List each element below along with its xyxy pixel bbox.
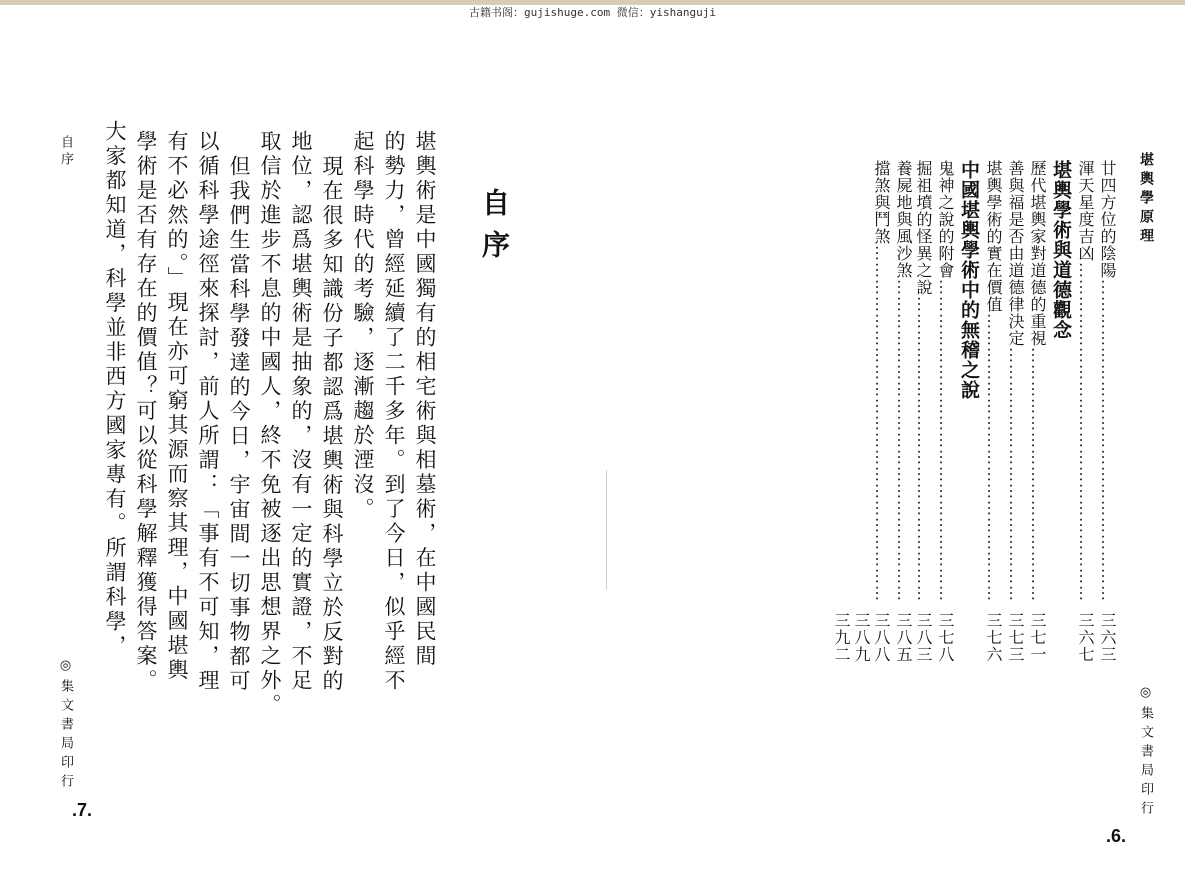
toc-entry-page: 三七一 [1028,612,1047,663]
toc-heading-title: 堪輿學術與道德觀念 [1050,160,1072,340]
body-line: 的勢力，曾經延續了二千多年。到了今日，似乎經不 [382,130,406,694]
toc-entry-title: 養屍地與風沙煞 ………………………………………………………………………… [892,160,915,600]
toc-entry [892,160,914,680]
table-of-contents [832,160,1120,680]
preface-body [103,120,440,790]
toc-entry-title: 鬼神之說的附會 ………………………………………………………………………… [934,160,957,600]
toc-entry [870,160,892,680]
toc-entry-title: 擋煞與鬥煞 ………………………………………………………………………… [870,160,893,600]
left-publisher-mark: ◎集文書局印行 [58,658,73,793]
toc-entry-page: 三八八 [872,612,891,663]
body-line: 現在很多知識份子都認爲堪輿術與科學立於反對的 [320,155,344,694]
body-line: 大家都知道，科學並非西方國家專有。所謂科學， [103,120,127,659]
toc-section-heading [1048,160,1076,680]
toc-entry-title: 歷代堪輿家對道德的重視 ………………………………………………………………………… [1026,160,1049,600]
right-page-number: .6. [1106,826,1127,846]
toc-entry [912,160,934,680]
toc-entry-page: 三八三 [914,612,933,663]
toc-entry [1026,160,1048,680]
right-publisher-mark: ◎集文書局印行 [1138,685,1153,820]
body-line: 學術是否有存在的價值？可以從科學解釋獲得答案。 [134,130,158,694]
body-line: 以循科學途徑來探討，前人所謂：「事有不可知，理 [196,130,220,694]
toc-entry [830,160,852,680]
gutter-line [606,470,607,590]
body-line: 堪輿術是中國獨有的相宅術與相墓術，在中國民間 [413,130,437,669]
toc-entry-title: 廿四方位的陰陽 ………………………………………………………………………… [1096,160,1119,600]
body-line: 取信於進步不息的中國人，終不免被逐出思想界之外。 [258,130,282,718]
toc-entry-page: 三八九 [852,612,871,663]
toc-entry [934,160,956,680]
toc-entry-page: 三九二 [832,612,851,663]
body-line: 有不必然的。」現在亦可窮其源而察其理，中國堪輿 [165,130,189,683]
body-line: 起科學時代的考驗，逐漸趨於湮沒。 [351,130,375,522]
toc-entry-page: 三六七 [1076,612,1095,663]
toc-entry-title: 善與福是否由道德律決定 ………………………………………………………………………… [1004,160,1027,600]
toc-entry-page: 三七六 [984,612,1003,663]
toc-entry [1096,160,1118,680]
right-running-head: 堪輿學原理 [1138,152,1154,247]
preface-title: 自序 [478,188,511,272]
toc-heading-title: 中國堪輿學術中的無稽之說 [958,160,980,400]
toc-entry [1004,160,1026,680]
toc-section-heading [956,160,984,680]
toc-entry-title: 掘祖墳的怪異之說 ………………………………………………………………………… [912,160,935,600]
toc-entry-page: 三七三 [1006,612,1025,663]
watermark: 古籍书阁：gujishuge.com 微信：yishanguji [469,6,716,19]
toc-entry [982,160,1004,680]
toc-entry-page: 三七八 [936,612,955,663]
left-running-head: 自序 [58,135,73,169]
toc-entry [1074,160,1096,680]
left-page-number: .7. [72,800,93,820]
toc-entry-page: 三八五 [894,612,913,663]
body-line: 地位，認爲堪輿術是抽象的，沒有一定的實證，不足 [289,130,313,694]
toc-entry-page: 三六三 [1098,612,1117,663]
toc-entry-title: 堪輿學術的實在價值 ………………………………………………………………………… [982,160,1005,600]
toc-entry [850,160,872,680]
toc-entry-title: 渾天星度吉凶 ………………………………………………………………………… [1074,160,1097,600]
body-line: 但我們生當科學發達的今日，宇宙間一切事物都可 [227,155,251,694]
